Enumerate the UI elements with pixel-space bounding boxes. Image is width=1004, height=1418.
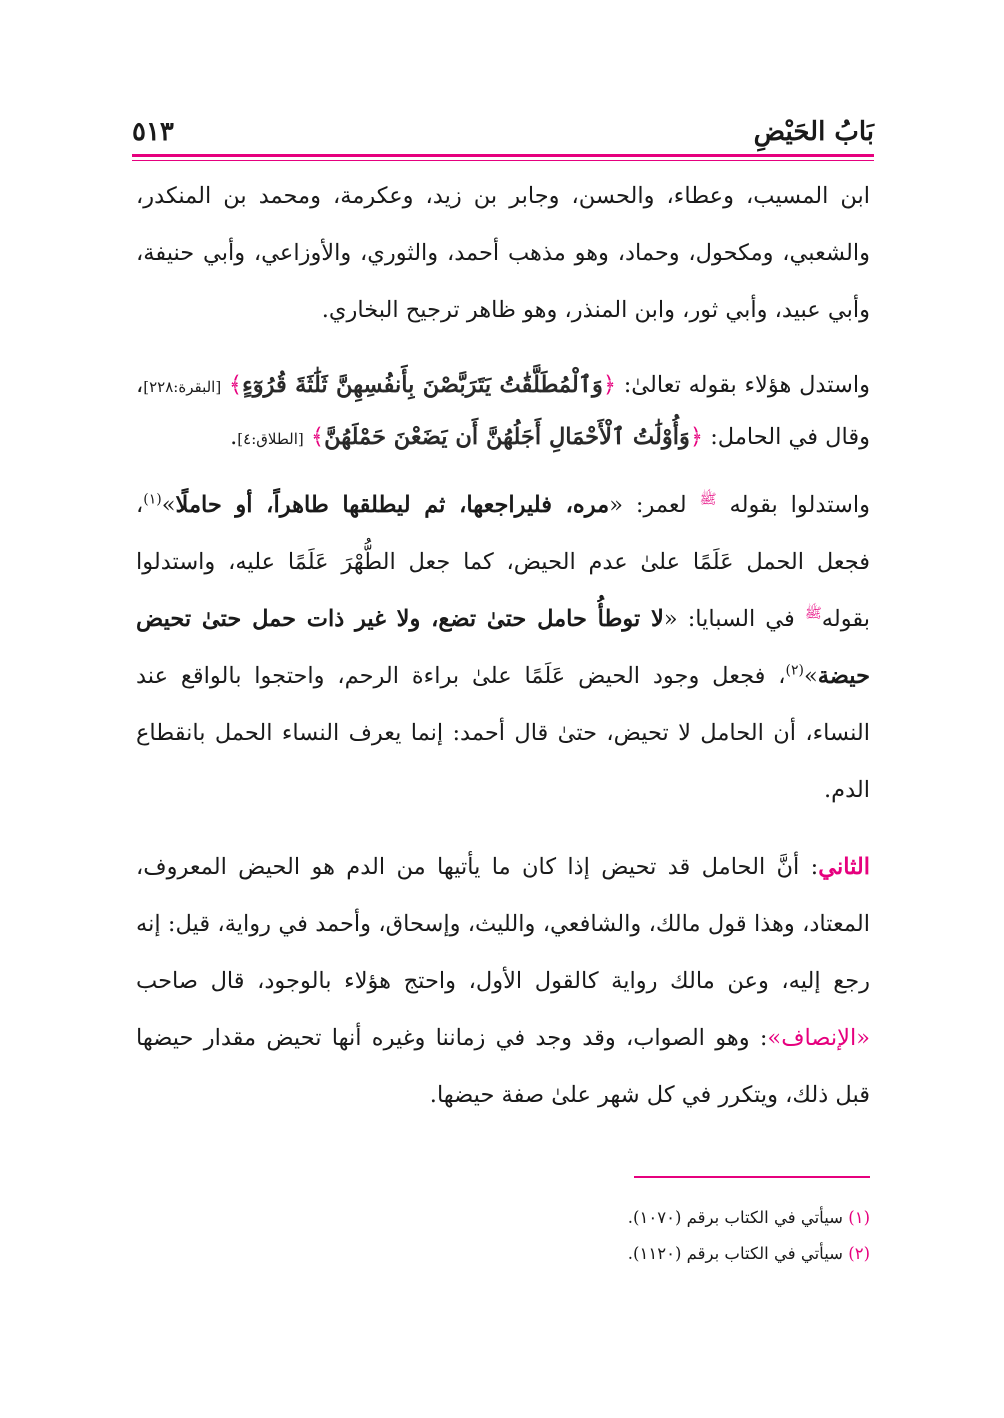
second-opinion-label: الثاني [818,854,870,880]
footnote-1 [400,1200,870,1236]
footnote-ref-1[interactable]: (١) [143,491,162,508]
footnote-ref-2[interactable]: (٢) [785,662,804,679]
header-rule-thick [132,154,874,157]
p3-part4: ، فجعل الحمل عَلَمًا علىٰ عدم الحيض، كما جعل الطُّهْرَ عَلَمًا عليه، واستدلوا بقوله [136,492,870,632]
footnote-2-number: (٢) [848,1244,870,1263]
hadith-quote-1: مره، فليراجعها، ثم ليطلقها طاهراً، أو حاملًا [175,492,610,518]
book-title-insaf: «الإنصاف» [767,1025,870,1051]
footnotes [400,1200,870,1272]
p3-part5: في السبايا: « [663,606,805,632]
main-text [136,168,870,1124]
chapter-title: بَابُ الحَيْضِ [753,117,874,147]
p3-part7: ، فجعل وجود الحيض عَلَمًا علىٰ براءة الرحم، واحتجوا بالواقع عند النساء، أن الحامل لا تحيض، حتىٰ قال أحمد: إنما يعرف النساء الحمل بانقطاع الدم. [136,663,870,803]
quran-verse-1: وَٱلْمُطَلَّقَٰتُ يَتَرَبَّصْنَ بِأَنفُسِهِنَّ ثَلَٰثَةَ قُرُوٓءٍ [242,372,603,398]
paragraph-1: ابن المسيب، وعطاء، والحسن، وجابر بن زيد، وعكرمة، ومحمد بن المنكدر، والشعبي، ومكحول، وحماد، وهو مذهب أحمد، والثوري، والأوزاعي، وأبي حنيفة، وأبي عبيد، وأبي ثور، وابن المنذر، وهو ظاهر ترجيح البخاري. [136,183,870,323]
footnote-2 [400,1236,870,1272]
p3-part2: لعمر: « [609,492,700,518]
paragraph-4 [136,839,870,1124]
quran-verse-2: وَأُوْلَٰتُ ٱلْأَحْمَالِ أَجَلُهُنَّ أَن يَضَعْنَ حَمْلَهُنَّ [324,424,690,450]
verse-reference-1: [البقرة:٢٢٨] [143,378,222,396]
quran-open-bracket-1: ﴿ [602,372,617,398]
hadith-quote-2: لا توطأُ حامل حتىٰ تضع، ولا غير ذات حمل حتىٰ تحيض حيضة [136,606,870,689]
p2-intro: واستدل هؤلاء بقوله تعالىٰ: [616,372,870,398]
footnote-1-text: سيأتي في الكتاب برقم (١٠٧٠). [627,1208,849,1227]
footnote-1-number: (١) [848,1208,870,1227]
p2-mid: ، وقال في الحامل: [136,372,870,450]
page-number: ٥١٣ [132,117,174,147]
salawat-symbol-1: ﷺ [699,491,717,508]
footnote-separator [634,1176,870,1178]
p3-part1: واستدلوا بقوله [716,492,870,518]
verse-reference-2: [الطلاق:٤] [237,430,304,448]
p4-part2: : وهو الصواب، وقد وجد في زماننا وغيره أنها تحيض مقدار حيضها قبل ذلك، ويتكرر في كل شهر علىٰ صفة حيضها. [136,1025,870,1108]
header-rule-thin [132,160,874,161]
p3-part3: » [161,492,176,518]
page-header [132,112,874,152]
p2-end: . [230,424,238,450]
quran-open-bracket-2: ﴿ [689,424,704,450]
quran-close-bracket-1: ﴾ [228,372,243,398]
paragraph-3 [136,477,870,819]
p4-part1: : أنَّ الحامل قد تحيض إذا كان ما يأتيها من الدم هو الحيض المعروف، المعتاد، وهذا قول مالك، والشافعي، والليث، وإسحاق، وأحمد في رواية، قيل: إنه رجع إليه، وعن مالك رواية كالقول الأول، واحتج هؤلاء بالوجود، قال صاحب [136,854,870,994]
p3-part6: » [803,663,818,689]
paragraph-2 [136,359,870,463]
quran-close-bracket-2: ﴾ [310,424,325,450]
salawat-symbol-2: ﷺ [804,605,822,622]
footnote-2-text: سيأتي في الكتاب برقم (١١٢٠). [627,1244,849,1263]
